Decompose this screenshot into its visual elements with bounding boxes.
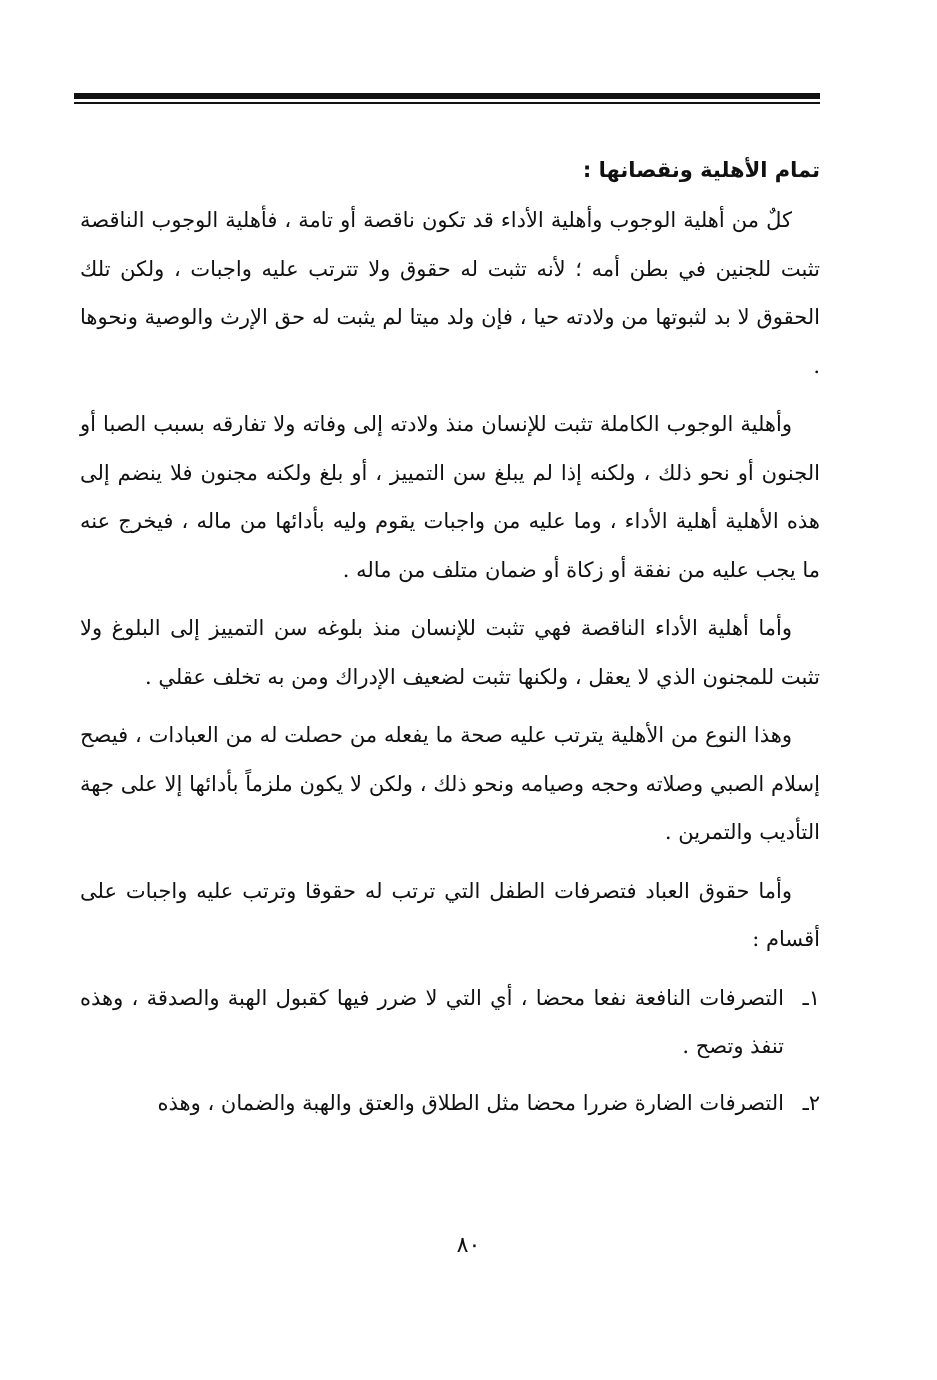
list-item-number: ١ـ [802, 985, 820, 1010]
header-rule-thick [74, 93, 820, 99]
paragraph: كلٌ من أهلية الوجوب وأهلية الأداء قد تكون ناقصة أو تامة ، فأهلية الوجوب الناقصة تثبت للجنين في بطن أمه ؛ لأنه تثبت له حقوق ولا تترتب عليه واجبات ، ولكن تلك الحقوق لا بد لثبوتها من ولادته حيا ، فإن ولد ميتا لم يثبت له حق الإرث والوصية ونحوها . [80, 208, 820, 378]
list-item-text: التصرفات النافعة نفعا محضا ، أي التي لا ضرر فيها كقبول الهبة والصدقة ، وهذه تنفذ وتصح . [80, 985, 784, 1058]
paragraph: وأما أهلية الأداء الناقصة فهي تثبت للإنسان منذ بلوغه سن التمييز إلى البلوغ ولا تثبت للمجنون الذي لا يعقل ، ولكنها تثبت لضعيف الإدراك ومن به تخلف عقلي . [80, 616, 820, 689]
section-heading: تمام الأهلية ونقصانها : [582, 158, 820, 182]
paragraph: وهذا النوع من الأهلية يترتب عليه صحة ما يفعله من حصلت له من العبادات ، فيصح إسلام الصبي وصلاته وحجه وصيامه ونحو ذلك ، ولكن لا يكون ملزماً بأدائها إلا على جهة التأديب والتمرين . [80, 723, 820, 844]
page-body [80, 150, 820, 1135]
paragraph: وأما حقوق العباد فتصرفات الطفل التي ترتب له حقوقا وترتب عليه واجبات على أقسام : [80, 878, 820, 951]
header-rule-thin [74, 102, 820, 104]
list-item [80, 1079, 820, 1128]
page-number: ٨٠ [456, 1233, 481, 1258]
list-item-number: ٢ـ [802, 1090, 820, 1115]
list-item [80, 974, 820, 1071]
paragraph: وأهلية الوجوب الكاملة تثبت للإنسان منذ ولادته إلى وفاته ولا تفارقه بسبب الصبا أو الجنون أو نحو ذلك ، ولكنه إذا لم يبلغ سن التمييز ، أو بلغ ولكنه مجنون فلا ينضم إلى هذه الأهلية أهلية الأداء ، وما عليه من واجبات يقوم وليه بأدائها من ماله ، فيخرج عنه ما يجب عليه من نفقة أو زكاة أو ضمان متلف من ماله . [80, 412, 820, 582]
list-item-text: التصرفات الضارة ضررا محضا مثل الطلاق والعتق والهبة والضمان ، وهذه [157, 1090, 784, 1115]
